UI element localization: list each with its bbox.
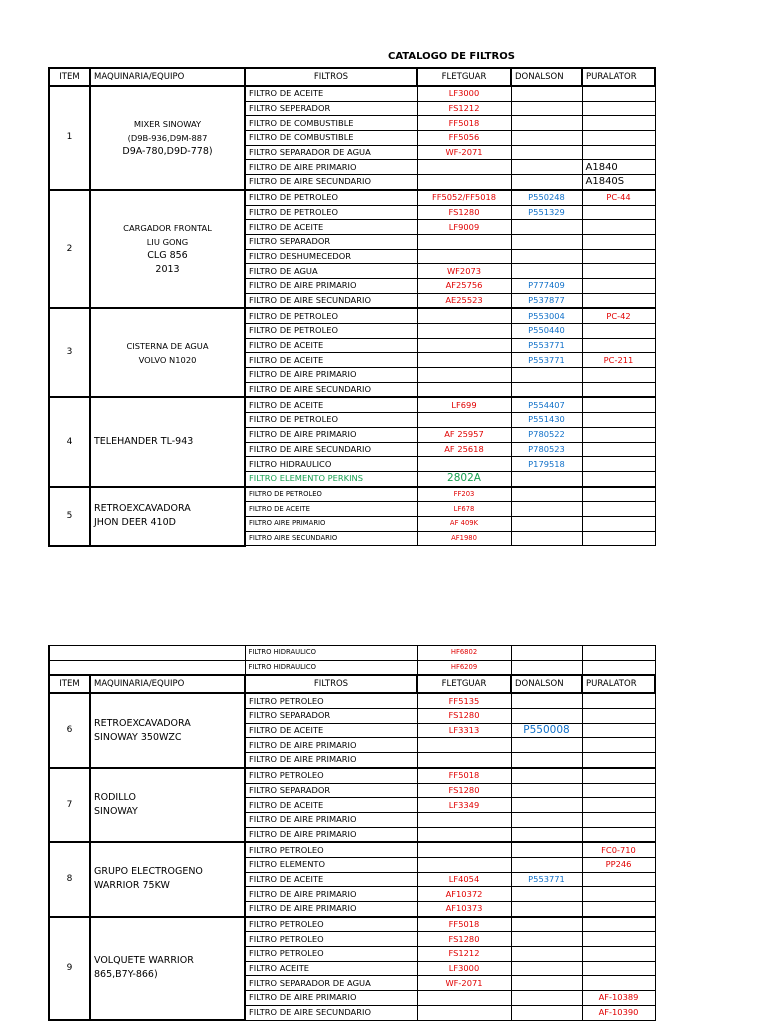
puralator-code [582, 932, 655, 947]
fletguar-code: AF1980 [417, 531, 511, 546]
donalson-code [511, 249, 582, 264]
donalson-code: P553004 [511, 308, 582, 323]
fletguar-code: FF5018 [417, 917, 511, 932]
table-row [49, 660, 655, 675]
puralator-code [582, 145, 655, 160]
table-row [49, 86, 655, 101]
machine-line: VOLQUETE WARRIOR [94, 955, 194, 967]
filter-name: FILTRO DE AIRE PRIMARIO [245, 991, 417, 1006]
machine-name [90, 487, 245, 546]
puralator-code [582, 531, 655, 546]
donalson-code: P550440 [511, 324, 582, 339]
donalson-code: P550248 [511, 190, 582, 205]
machine-name [90, 693, 245, 767]
donalson-code [511, 131, 582, 146]
puralator-code [582, 413, 655, 428]
header-filters: FILTROS [245, 675, 417, 693]
puralator-code [582, 131, 655, 146]
donalson-code: P780523 [511, 442, 582, 457]
donalson-code [511, 932, 582, 947]
table-row [49, 190, 655, 205]
table-row [49, 397, 655, 412]
donalson-code: P550008 [511, 723, 582, 738]
filter-name: FILTRO DE PETROLEO [245, 308, 417, 323]
donalson-code [511, 101, 582, 116]
filter-name: FILTRO DE ACEITE [245, 220, 417, 235]
table-row [49, 693, 655, 708]
puralator-code [582, 723, 655, 738]
table-header [49, 675, 655, 693]
filter-name: FILTRO DE ACEITE [245, 86, 417, 101]
filter-name: FILTRO DE ACEITE [245, 872, 417, 887]
puralator-code [582, 427, 655, 442]
machine-line: WARRIOR 75KW [94, 880, 170, 892]
filter-name: FILTRO DE AIRE PRIMARIO [245, 427, 417, 442]
header-fletguar: FLETGUAR [417, 675, 511, 693]
donalson-code [511, 382, 582, 397]
donalson-code: P553771 [511, 338, 582, 353]
machine-line: VOLVO N1020 [138, 354, 197, 365]
filter-name: FILTRO DE AIRE PRIMARIO [245, 827, 417, 842]
filter-name: FILTRO HIDRAULICO [245, 646, 417, 661]
puralator-code [582, 709, 655, 724]
donalson-code: P537877 [511, 293, 582, 308]
filter-name: FILTRO DE AIRE PRIMARIO [245, 738, 417, 753]
puralator-code [582, 502, 655, 517]
donalson-code [511, 487, 582, 502]
puralator-code [582, 278, 655, 293]
donalson-code [511, 827, 582, 842]
filter-name: FILTRO DE COMBUSTIBLE [245, 116, 417, 131]
machine-line: SINOWAY [94, 806, 138, 818]
item-number: 1 [49, 86, 90, 190]
filter-name: FILTRO DE AIRE SECUNDARIO [245, 382, 417, 397]
fletguar-code [417, 1005, 511, 1020]
fletguar-code [417, 324, 511, 339]
fletguar-code: FF5018 [417, 768, 511, 783]
donalson-code [511, 175, 582, 190]
puralator-code: AF-10389 [582, 991, 655, 1006]
catalog-sheet-1 [48, 67, 654, 547]
fletguar-code [417, 413, 511, 428]
filter-name: FILTRO PETROLEO [245, 917, 417, 932]
filter-name: FILTRO SEPERADOR [245, 101, 417, 116]
filter-name: FILTRO DE AIRE PRIMARIO [245, 160, 417, 175]
puralator-code [582, 917, 655, 932]
item-number: 7 [49, 768, 90, 842]
filter-name: FILTRO SEPARADOR [245, 709, 417, 724]
donalson-code [511, 145, 582, 160]
donalson-code [511, 471, 582, 486]
puralator-code [582, 738, 655, 753]
machine-name [90, 768, 245, 842]
fletguar-code [417, 308, 511, 323]
filter-name: FILTRO SEPARADOR DE AGUA [245, 976, 417, 991]
machine-line: (D9B-936,D9M-887 [127, 132, 208, 143]
donalson-code: P551329 [511, 205, 582, 220]
puralator-code [582, 872, 655, 887]
fletguar-code: LF3313 [417, 723, 511, 738]
puralator-code [582, 783, 655, 798]
puralator-code: PC-44 [582, 190, 655, 205]
fletguar-code [417, 234, 511, 249]
filter-name: FILTRO PETROLEO [245, 693, 417, 708]
fletguar-code [417, 249, 511, 264]
filter-name: FILTRO AIRE PRIMARIO [245, 516, 417, 531]
donalson-code [511, 709, 582, 724]
donalson-code [511, 160, 582, 175]
puralator-code [582, 442, 655, 457]
header-machine: MAQUINARIA/EQUIPO [90, 68, 245, 86]
puralator-code: FC0-710 [582, 842, 655, 857]
catalog-sheet-2 [48, 645, 654, 1021]
filter-name: FILTRO DE PETROLEO [245, 413, 417, 428]
filter-table-2 [48, 645, 656, 1021]
filter-name: FILTRO DE PETROLEO [245, 190, 417, 205]
machine-line: D9A-780,D9D-778) [122, 145, 213, 157]
filter-name: FILTRO DE AIRE SECUNDARIO [245, 293, 417, 308]
filter-name: FILTRO SEPARADOR DE AGUA [245, 145, 417, 160]
donalson-code: P553771 [511, 353, 582, 368]
fletguar-code: FF203 [417, 487, 511, 502]
header-puralator: PURALATOR [582, 68, 655, 86]
puralator-code [582, 264, 655, 279]
item-number: 8 [49, 842, 90, 916]
item-number: 9 [49, 917, 90, 1020]
puralator-code [582, 101, 655, 116]
header-item: ITEM [49, 68, 90, 86]
donalson-code: P553771 [511, 872, 582, 887]
filter-name: FILTRO PETROLEO [245, 842, 417, 857]
fletguar-code: FF5135 [417, 693, 511, 708]
donalson-code: P179518 [511, 457, 582, 472]
filter-name: FILTRO DE COMBUSTIBLE [245, 131, 417, 146]
fletguar-code: FS1280 [417, 205, 511, 220]
item-number: 6 [49, 693, 90, 767]
filter-name: FILTRO DE PETROLEO [245, 205, 417, 220]
donalson-code [511, 857, 582, 872]
puralator-code [582, 249, 655, 264]
fletguar-code: AF10373 [417, 902, 511, 917]
fletguar-code [417, 738, 511, 753]
item-number: 5 [49, 487, 90, 546]
machine-line: SINOWAY 350WZC [94, 731, 182, 743]
machine-line: RETROEXCAVADORA [94, 717, 191, 729]
filter-name: FILTRO HIDRAULICO [245, 660, 417, 675]
table-row [49, 842, 655, 857]
filter-name: FILTRO DE AIRE PRIMARIO [245, 887, 417, 902]
machine-line: RODILLO [94, 792, 136, 804]
fletguar-code [417, 175, 511, 190]
puralator-code [582, 116, 655, 131]
donalson-code [511, 368, 582, 383]
table-row [49, 917, 655, 932]
fletguar-code: AF 25957 [417, 427, 511, 442]
fletguar-code [417, 991, 511, 1006]
fletguar-code: WF-2071 [417, 145, 511, 160]
filter-name: FILTRO DE AIRE SECUNDARIO [245, 1005, 417, 1020]
donalson-code [511, 783, 582, 798]
fletguar-code [417, 382, 511, 397]
filter-name: FILTRO DE PETROLEO [245, 487, 417, 502]
puralator-code [582, 397, 655, 412]
fletguar-code [417, 457, 511, 472]
fletguar-code [417, 160, 511, 175]
puralator-code [582, 947, 655, 962]
item-number: 2 [49, 190, 90, 309]
puralator-code: AF-10390 [582, 1005, 655, 1020]
puralator-code [582, 86, 655, 101]
donalson-code [511, 693, 582, 708]
header-donalson: DONALSON [511, 68, 582, 86]
donalson-code: P551430 [511, 413, 582, 428]
filter-name: FILTRO DE AIRE SECUNDARIO [245, 442, 417, 457]
puralator-code [582, 293, 655, 308]
filter-name: FILTRO DE ACEITE [245, 338, 417, 353]
filter-name: FILTRO DE ACEITE [245, 502, 417, 517]
fletguar-code [417, 812, 511, 827]
puralator-code [582, 516, 655, 531]
fletguar-code: FS1212 [417, 947, 511, 962]
header-item: ITEM [49, 675, 90, 693]
fletguar-code: HF6209 [417, 660, 511, 675]
machine-name [90, 308, 245, 397]
fletguar-code: LF699 [417, 397, 511, 412]
table-row [49, 646, 655, 661]
donalson-code [511, 234, 582, 249]
donalson-code: P780522 [511, 427, 582, 442]
table-row [49, 768, 655, 783]
filter-name: FILTRO DE AIRE SECUNDARIO [245, 175, 417, 190]
filter-name: FILTRO DE ACEITE [245, 397, 417, 412]
filter-name: FILTRO DESHUMECEDOR [245, 249, 417, 264]
donalson-code [511, 798, 582, 813]
donalson-code [511, 264, 582, 279]
fletguar-code [417, 353, 511, 368]
table-header [49, 68, 655, 86]
header-fletguar: FLETGUAR [417, 68, 511, 86]
fletguar-code: LF678 [417, 502, 511, 517]
filter-name: FILTRO HIDRAULICO [245, 457, 417, 472]
filter-name: FILTRO ELEMENTO [245, 857, 417, 872]
puralator-code: PC-211 [582, 353, 655, 368]
donalson-code [511, 812, 582, 827]
fletguar-code: LF3349 [417, 798, 511, 813]
donalson-code [511, 531, 582, 546]
item-number: 3 [49, 308, 90, 397]
puralator-code: A1840 [582, 160, 655, 175]
filter-name: FILTRO DE AIRE PRIMARIO [245, 753, 417, 768]
puralator-code [582, 827, 655, 842]
puralator-code [582, 487, 655, 502]
fletguar-code: FS1280 [417, 709, 511, 724]
filter-name: FILTRO DE ACEITE [245, 723, 417, 738]
fletguar-code [417, 827, 511, 842]
machine-name [90, 917, 245, 1020]
puralator-code: A1840S [582, 175, 655, 190]
filter-name: FILTRO DE ACEITE [245, 353, 417, 368]
puralator-code [582, 234, 655, 249]
donalson-code [511, 86, 582, 101]
donalson-code [511, 902, 582, 917]
filter-name: FILTRO DE AIRE PRIMARIO [245, 368, 417, 383]
donalson-code [511, 753, 582, 768]
machine-name [90, 397, 245, 486]
puralator-code: PC-42 [582, 308, 655, 323]
fletguar-code [417, 368, 511, 383]
header-puralator: PURALATOR [582, 675, 655, 693]
filter-name: FILTRO DE AGUA [245, 264, 417, 279]
fletguar-code: LF9009 [417, 220, 511, 235]
fletguar-code: AF25756 [417, 278, 511, 293]
donalson-code [511, 842, 582, 857]
filter-name: FILTRO AIRE SECUNDARIO [245, 531, 417, 546]
filter-name: FILTRO SEPARADOR [245, 783, 417, 798]
fletguar-code [417, 338, 511, 353]
filter-name: FILTRO SEPARADOR [245, 234, 417, 249]
machine-line: 2013 [155, 264, 180, 276]
puralator-code [582, 768, 655, 783]
fletguar-code: FS1280 [417, 932, 511, 947]
fletguar-code: FF5056 [417, 131, 511, 146]
filter-table-1 [48, 67, 656, 547]
donalson-code [511, 220, 582, 235]
machine-line: TELEHANDER TL-943 [94, 436, 194, 447]
donalson-code: P554407 [511, 397, 582, 412]
machine-line: CARGADOR FRONTAL [123, 223, 212, 234]
donalson-code [511, 917, 582, 932]
filter-name: FILTRO DE AIRE PRIMARIO [245, 902, 417, 917]
machine-line: LIU GONG [146, 237, 189, 248]
donalson-code [511, 502, 582, 517]
donalson-code [511, 991, 582, 1006]
donalson-code [511, 1005, 582, 1020]
filter-name: FILTRO DE ACEITE [245, 798, 417, 813]
puralator-code [582, 471, 655, 486]
filter-name: FILTRO PETROLEO [245, 932, 417, 947]
header-donalson: DONALSON [511, 675, 582, 693]
donalson-code [511, 738, 582, 753]
filter-name: FILTRO PETROLEO [245, 768, 417, 783]
header-filters: FILTROS [245, 68, 417, 86]
donalson-code [511, 947, 582, 962]
puralator-code [582, 798, 655, 813]
header-machine: MAQUINARIA/EQUIPO [90, 675, 245, 693]
fletguar-code [417, 857, 511, 872]
table-row [49, 308, 655, 323]
fletguar-code: FS1280 [417, 783, 511, 798]
machine-line: CLG 856 [147, 250, 188, 262]
machine-line: MIXER SINOWAY [133, 118, 202, 129]
puralator-code: PP246 [582, 857, 655, 872]
machine-name [90, 86, 245, 190]
puralator-code [582, 457, 655, 472]
puralator-code [582, 887, 655, 902]
filter-name: FILTRO ELEMENTO PERKINS [245, 471, 417, 486]
filter-name: FILTRO DE AIRE PRIMARIO [245, 812, 417, 827]
fletguar-code: LF4054 [417, 872, 511, 887]
machine-line: RETROEXCAVADORA [94, 503, 191, 515]
fletguar-code: AF 25618 [417, 442, 511, 457]
fletguar-code: 2802A [417, 471, 511, 486]
filter-name: FILTRO ACEITE [245, 961, 417, 976]
puralator-code [582, 976, 655, 991]
machine-line: GRUPO ELECTROGENO [94, 866, 203, 878]
fletguar-code: HF6802 [417, 646, 511, 661]
puralator-code [582, 324, 655, 339]
puralator-code [582, 220, 655, 235]
fletguar-code: AE25523 [417, 293, 511, 308]
table-row [49, 487, 655, 502]
donalson-code [511, 516, 582, 531]
machine-name [90, 190, 245, 309]
fletguar-code: LF3000 [417, 961, 511, 976]
donalson-code [511, 887, 582, 902]
catalog-title: CATALOGO DE FILTROS [388, 51, 515, 62]
filter-name: FILTRO DE PETROLEO [245, 324, 417, 339]
machine-name [90, 842, 245, 916]
puralator-code [582, 205, 655, 220]
fletguar-code: FF5018 [417, 116, 511, 131]
machine-line: CISTERNA DE AGUA [126, 340, 209, 351]
machine-line: JHON DEER 410D [94, 517, 176, 529]
fletguar-code: WF-2071 [417, 976, 511, 991]
filter-name: FILTRO DE AIRE PRIMARIO [245, 278, 417, 293]
filter-name: FILTRO PETROLEO [245, 947, 417, 962]
puralator-code [582, 693, 655, 708]
fletguar-code: AF10372 [417, 887, 511, 902]
fletguar-code: AF 409K [417, 516, 511, 531]
donalson-code [511, 976, 582, 991]
donalson-code [511, 768, 582, 783]
fletguar-code: LF3000 [417, 86, 511, 101]
puralator-code [582, 382, 655, 397]
fletguar-code [417, 753, 511, 768]
fletguar-code [417, 842, 511, 857]
item-number: 4 [49, 397, 90, 486]
puralator-code [582, 961, 655, 976]
fletguar-code: WF2073 [417, 264, 511, 279]
puralator-code [582, 368, 655, 383]
puralator-code [582, 902, 655, 917]
machine-line: 865,B7Y-866) [94, 969, 158, 981]
donalson-code [511, 961, 582, 976]
puralator-code [582, 812, 655, 827]
donalson-code [511, 116, 582, 131]
donalson-code: P777409 [511, 278, 582, 293]
puralator-code [582, 753, 655, 768]
puralator-code [582, 338, 655, 353]
fletguar-code: FF5052/FF5018 [417, 190, 511, 205]
fletguar-code: FS1212 [417, 101, 511, 116]
